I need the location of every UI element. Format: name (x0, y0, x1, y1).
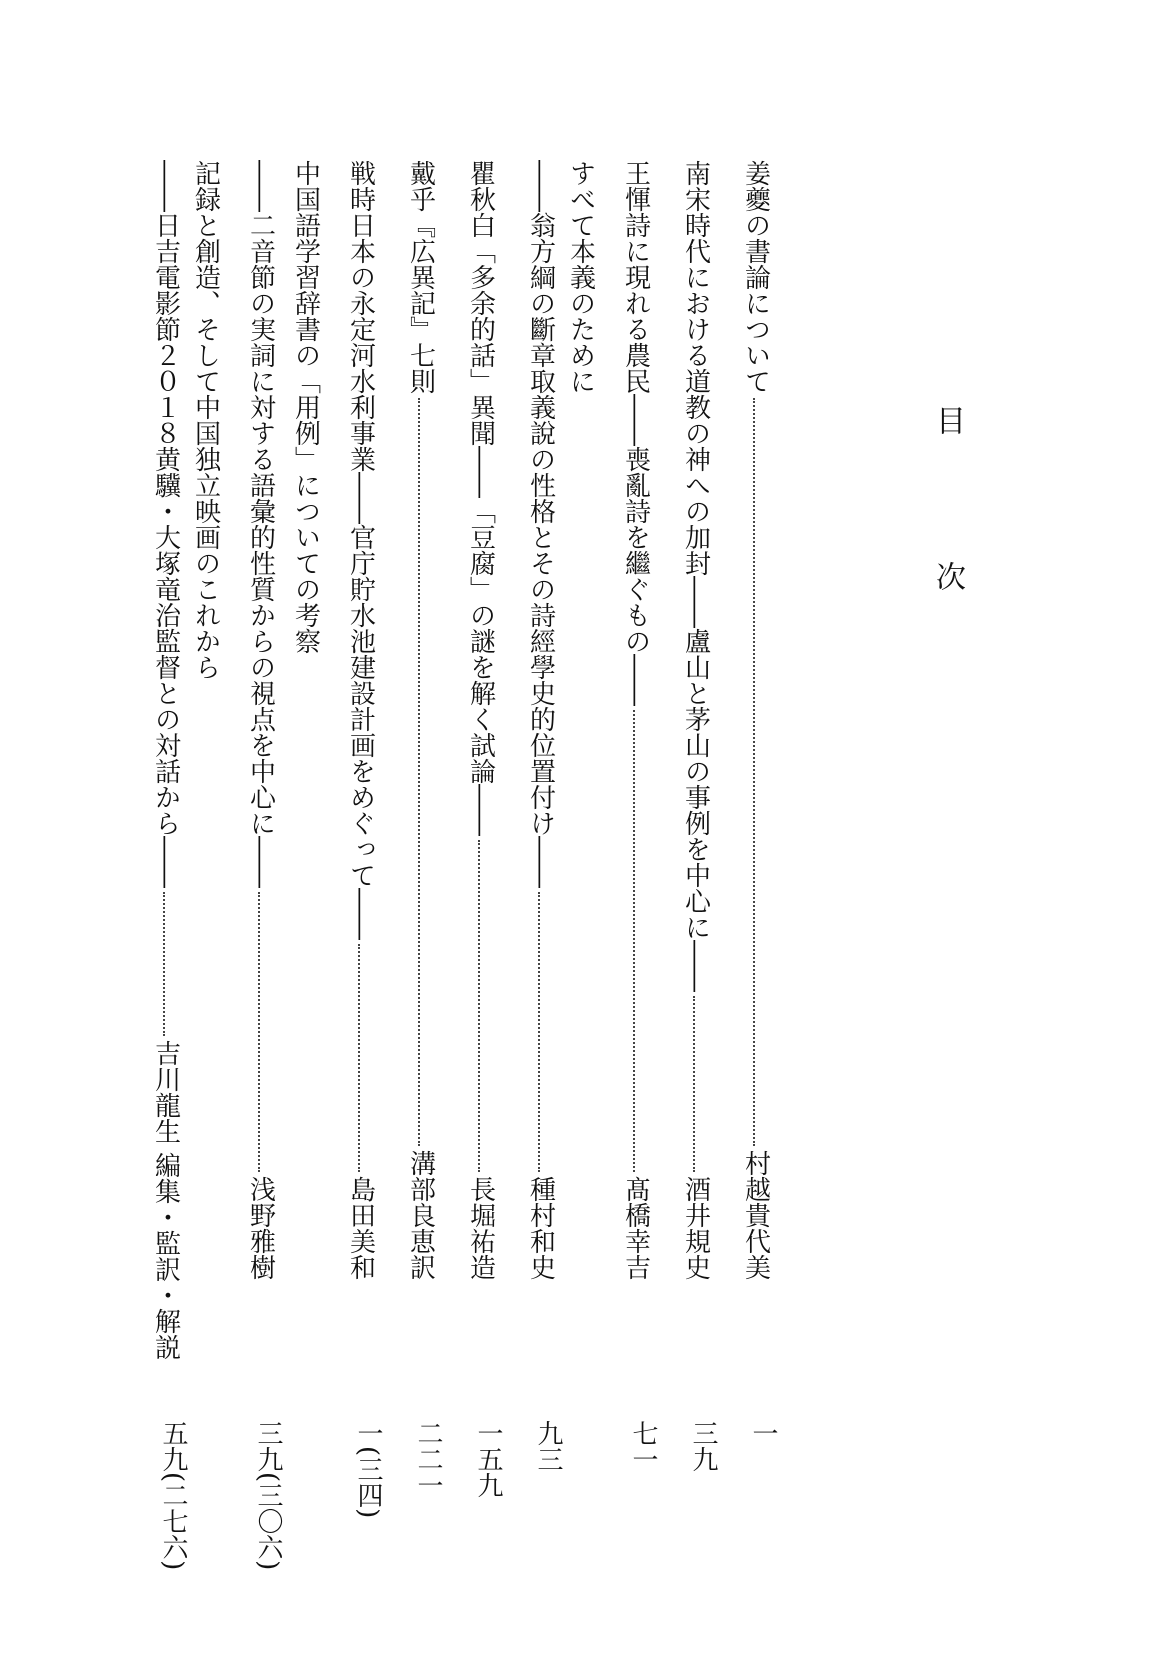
entry-title: 中国語学習辞書の「用例」についての考察 (290, 160, 321, 654)
entry-author: 浅野雅樹 (245, 1176, 276, 1280)
entry-title: 戴乎『広異記』七則 (405, 160, 436, 394)
toc-entry (680, 160, 712, 1280)
entry-author: 長堀祐造 (465, 1176, 496, 1280)
entry-page: 二二一 (413, 1420, 443, 1498)
entry-title: すべて本義のために (565, 160, 596, 394)
toc-entry-title-line (290, 160, 322, 654)
toc-entry (245, 160, 277, 1280)
entry-author: 溝部良恵訳 (405, 1150, 436, 1280)
toc-entry (345, 160, 377, 1280)
entry-author: 髙橋幸吉 (620, 1176, 651, 1280)
dot-leader (163, 892, 169, 1036)
toc-entry (405, 160, 437, 1280)
entry-author: 島田美和 (345, 1176, 376, 1280)
entry-title: 戦時日本の永定河水利事業――官庁貯水池建設計画をめぐって―― (345, 160, 376, 940)
dot-leader (418, 398, 424, 1146)
toc-entry-title-line (190, 160, 222, 680)
entry-page: 一(三四) (353, 1420, 383, 1519)
entry-author: 酒井規史 (680, 1176, 711, 1280)
dot-leader (538, 892, 544, 1172)
dot-leader (258, 892, 264, 1172)
entry-page: 五九(二七六) (158, 1420, 188, 1571)
entry-subtitle: ――二音節の実詞に対する語彙的性質からの視点を中心に―― (245, 160, 276, 888)
dot-leader (358, 944, 364, 1172)
toc-entry (525, 160, 557, 1280)
dot-leader (478, 840, 484, 1172)
toc-entry (150, 160, 182, 1360)
entry-title: 南宋時代における道教の神への加封――盧山と茅山の事例を中心に―― (680, 160, 711, 992)
entry-page: 三九(三〇六) (253, 1420, 283, 1571)
toc-heading: 目 次 (930, 405, 965, 639)
entry-author: 村越貴代美 (740, 1150, 771, 1280)
entry-subtitle: ――日吉電影節２０１８黄驥・大塚竜治監督との対話から―― (150, 160, 181, 888)
entry-title: 姜夔の書論について (740, 160, 771, 394)
toc-entry (620, 160, 652, 1280)
entry-page: 一五九 (473, 1420, 503, 1498)
entry-author: 種村和史 (525, 1176, 556, 1280)
entry-author: 吉川龍生 編集・監訳・解説 (150, 1039, 181, 1360)
entry-page: 一 (748, 1420, 778, 1446)
toc-entry (740, 160, 772, 1280)
toc-entry-title-line (565, 160, 597, 400)
dot-leader (633, 710, 639, 1172)
toc-entry (465, 160, 497, 1280)
entry-page: 七一 (628, 1420, 658, 1472)
entry-subtitle: ――翁方綱の斷章取義說の性格とその詩經學史的位置付け―― (525, 160, 556, 888)
entry-title: 瞿秋白「多余的話」異聞――「豆腐」の謎を解く試論―― (465, 160, 496, 836)
entry-page: 九三 (533, 1420, 563, 1472)
dot-leader (693, 996, 699, 1172)
entry-title: 王惲詩に現れる農民――喪亂詩を繼ぐもの―― (620, 160, 651, 706)
dot-leader (753, 398, 759, 1146)
entry-title: 記録と創造、そして中国独立映画のこれから (190, 160, 221, 680)
entry-page: 三九 (688, 1420, 718, 1472)
